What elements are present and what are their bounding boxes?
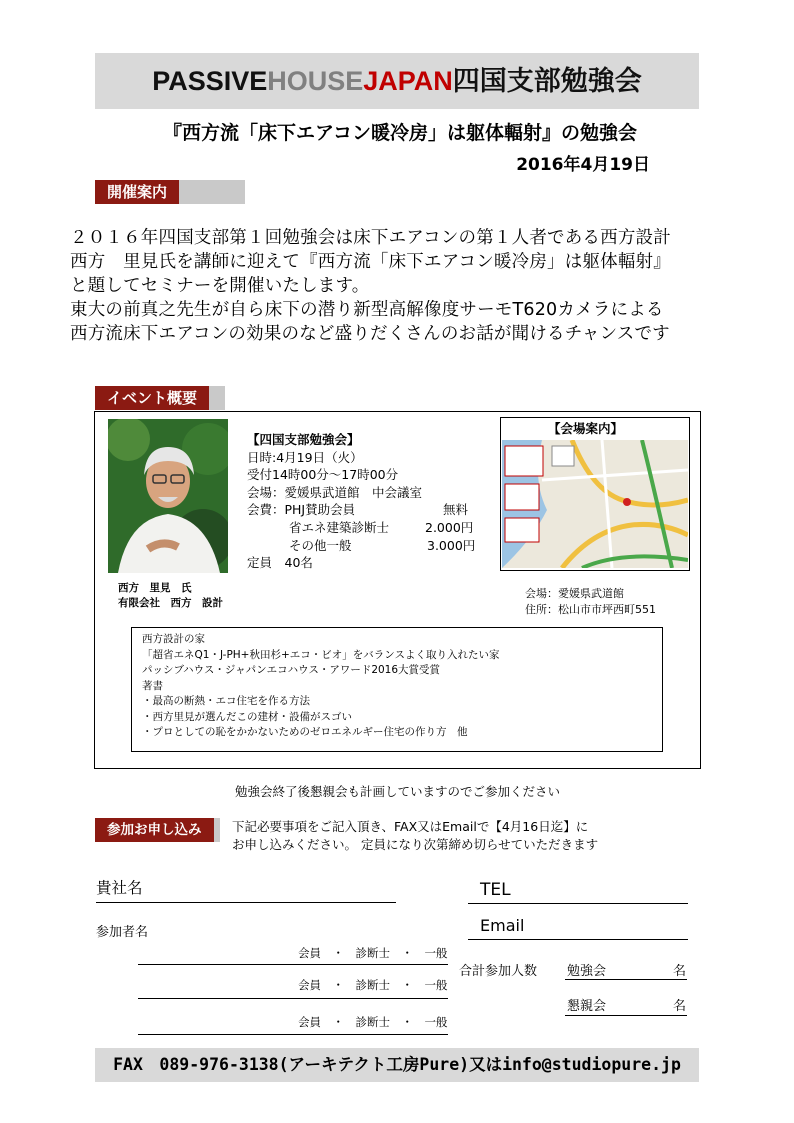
party-note: 勉強会終了後懇親会も計画していますのでご参加ください [234,784,560,799]
intro-line: 西方 里見氏を講師に迎えて『西方流「床下エアコン暖冷房」は躯体輻射』 [70,252,671,272]
overview-label: 開催案内 [95,180,179,204]
speaker-caption [118,581,223,611]
intro-line: 東大の前真之先生が自ら床下の潜り新型高解像度サーモT620カメラによる [70,300,664,320]
book-line: 西方設計の家 [142,633,205,645]
event-heading: 【四国支部勉強会】 [247,432,360,447]
party-unit: 名 [673,999,687,1014]
party-label: 懇親会 [567,999,607,1014]
book-line: 著書 [142,679,163,692]
title-passive: PASSIVE [152,66,268,96]
apply-line-1: 下記必要事項をご記入頂き、FAX又はEmailで【4月16日迄】に [232,819,589,834]
apply-line-2: お申し込みください。 定員になり次第締め切らせていただきます [232,837,599,852]
books-box [131,627,663,752]
participant-options-2[interactable]: 会員 ・ 診断士 ・ 一般 [298,978,448,992]
fee-diag-row [247,519,474,537]
event-venue: 会場：愛媛県武道館 中会議室 [247,484,423,500]
participant-field-1[interactable] [138,964,448,965]
intro-line: 西方流床下エアコンの効果のなど盛りだくさんのお話が聞けるチャンスです [70,324,670,344]
fee-member-price: 無料 [443,502,469,518]
study-count-field[interactable] [565,979,687,980]
title-shikoku: 四国支部勉強会 [452,66,642,96]
title-japan: JAPAN [363,66,453,96]
apply-instructions [232,818,598,854]
venue-info [525,586,656,618]
title-house: HOUSE [267,66,364,96]
book-line: ・最高の断熱・エコ住宅を作る方法 [142,695,310,707]
speaker-name: 西方 里見 氏 [118,582,192,594]
intro-line: ２０１６年四国支部第１回勉強会は床下エアコンの第１人者である西方設計 [70,228,671,248]
event-date: 2016年4月19日 [516,155,650,175]
fee-label: 会費：PHJ賛助会員 [247,502,356,518]
fee-diag-price: 2.000円 [425,519,474,535]
company-field[interactable] [96,902,396,903]
event-datetime: 日時:4月19日（火） [247,449,363,465]
event-label: イベント概要 [95,386,209,410]
speaker-photo [108,419,228,573]
intro-line: と題してセミナーを開催いたします。 [70,276,370,296]
tel-label: TEL [480,880,511,900]
map-image [502,440,688,568]
participant-options-3[interactable]: 会員 ・ 診断士 ・ 一般 [298,1015,448,1029]
party-count-field[interactable] [565,1015,687,1016]
venue-name: 会場：愛媛県武道館 [525,587,624,600]
fee-diag-label: 省エネ建築診断士 [289,519,390,535]
email-field[interactable] [468,939,688,940]
book-line: パッシブハウス・ジャパンエコハウス・アワード2016大賞受賞 [142,664,441,676]
participant-options-1[interactable]: 会員 ・ 診断士 ・ 一般 [298,946,448,960]
total-label: 合計参加人数 [459,964,538,979]
company-label: 貴社名 [96,879,143,897]
speaker-company: 有限会社 西方 設計 [118,597,223,609]
participant-field-2[interactable] [138,998,448,999]
map-title: 【会場案内】 [548,421,624,436]
fee-other-price: 3.000円 [427,537,476,553]
apply-label: 参加お申し込み [95,818,214,842]
participant-field-3[interactable] [138,1034,448,1035]
book-line: ・西方里見が選んだこの建材・設備がスゴい [142,710,352,723]
event-reception: 受付14時00分～17時00分 [247,467,399,483]
fee-member-row [247,501,469,519]
fee-other-label: その他一般 [289,537,352,553]
venue-address: 住所：松山市市坪西町551 [525,603,656,616]
book-line: ・プロとしての恥をかかないためのゼロエネルギー住宅の作り方 他 [142,726,468,738]
fee-other-row [247,537,476,555]
study-label: 勉強会 [567,964,607,979]
title-banner [95,53,699,109]
page-subtitle: 『西方流「床下エアコン暖冷房」は躯体輻射』の勉強会 [162,122,638,144]
fax-footer: FAX 089-976-3138(アーキテクト工房Pure)又はinfo@studiopure.jp [95,1048,699,1082]
book-line: 「超省エネQ1・J-PH+秋田杉+エコ・ビオ」をバランスよく取り入れたい家 [142,648,500,661]
tel-field[interactable] [468,903,688,904]
speaker-portrait-image [108,419,228,573]
participant-label: 参加者名 [96,925,149,940]
study-unit: 名 [673,964,687,979]
event-details [247,431,476,572]
email-label: Email [480,916,525,935]
intro-paragraph [70,226,750,346]
venue-map [502,440,688,568]
event-capacity: 定員 40名 [247,555,313,571]
